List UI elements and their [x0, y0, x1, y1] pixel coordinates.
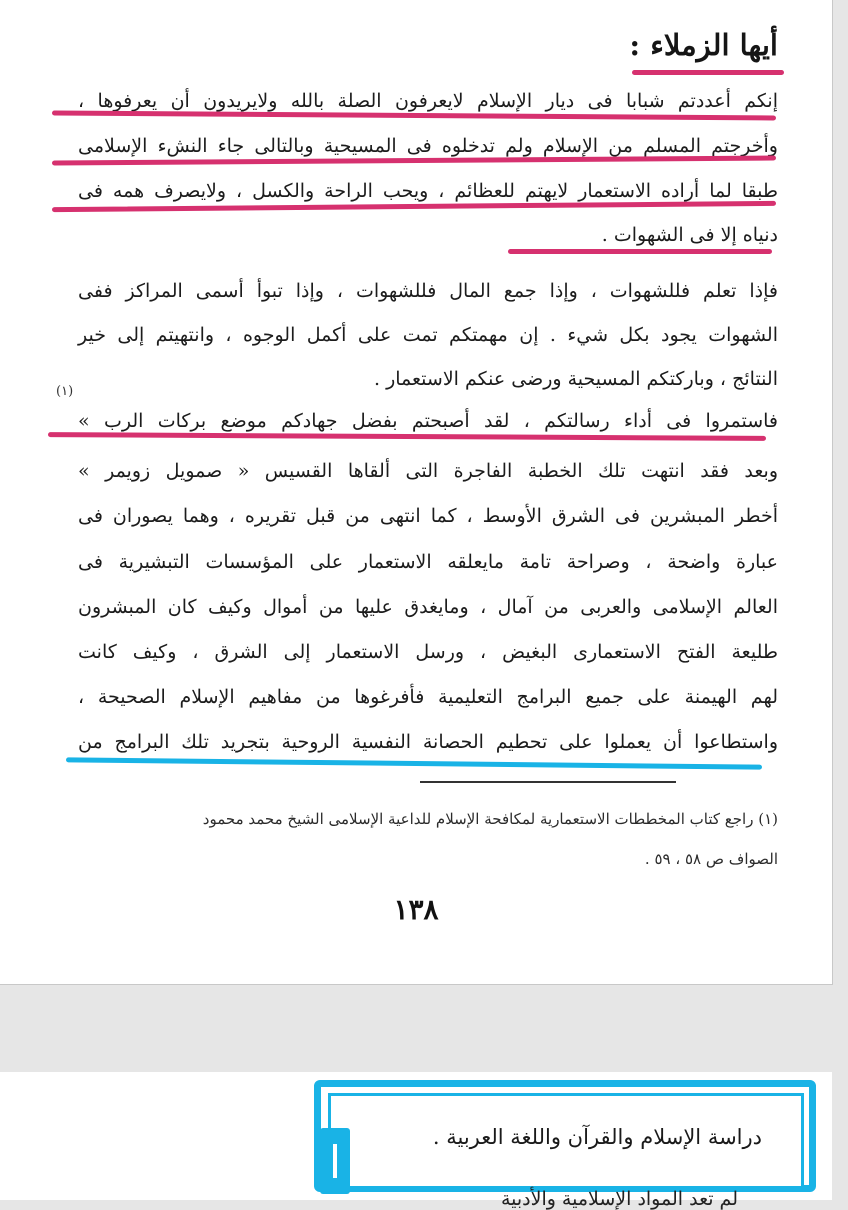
paragraph3-line-6: لهم الهيمنة على جميع البرامج التعليمية فأفرغوها من مفاهيم الإسلام الصحيحة ،: [78, 686, 778, 708]
footnote-line-2: الصواف ص ٥٨ ، ٥٩ .: [644, 850, 778, 868]
footnote-line-1: (١) راجع كتاب المخططات الاستعمارية لمكافحة الإسلام للداعية الإسلامى الشيخ محمد محمود: [202, 810, 778, 828]
paragraph2-line-3: النتائج ، وباركتكم المسيحية ورضى عنكم الاستعمار .: [373, 368, 778, 390]
paragraph3-line-1: وبعد فقد انتهت تلك الخطبة الفاجرة التى ألقاها القسيس « صمويل زويمر »: [78, 460, 778, 482]
highlight-box-handle: [320, 1128, 350, 1194]
boxed-text: دراسة الإسلام والقرآن واللغة العربية .: [432, 1125, 762, 1149]
page-number: ١٣٨: [393, 893, 439, 926]
footnote-marker: (١): [56, 384, 74, 399]
paragraph2-line-4: فاستمروا فى أداء رسالتكم ، لقد أصبحتم بفضل جهادكم موضع بركات الرب »: [78, 410, 778, 432]
paragraph3-line-7: واستطاعوا أن يعملوا على تحطيم الحصانة النفسية الروحية بتجريد تلك البرامج من: [78, 731, 778, 753]
paragraph3-line-2: أخطر المبشرين فى الشرق الأوسط ، كما انتهى من قبل تقريره ، وهما يصوران فى: [78, 505, 778, 527]
paragraph1-line-3: طبقا لما أراده الاستعمار لايهتم للعظائم ، ويحب الراحة والكسل ، ولايصرف همه فى: [78, 180, 778, 202]
paragraph3-line-3: عبارة واضحة ، وصراحة تامة مايعلقه الاستعمار على المؤسسات التبشيرية فى: [78, 551, 778, 573]
paragraph3-line-5: طليعة الفتح الاستعمارى البغيض ، ورسل الاستعمار إلى الشرق ، وكيف كانت: [78, 641, 778, 663]
paragraph1-line-1: إنكم أعددتم شبابا فى ديار الإسلام لايعرفون الصلة بالله ولايريدون أن يعرفوها ،: [78, 90, 778, 112]
paragraph2-line-1: فإذا تعلم فللشهوات ، وإذا جمع المال فللشهوات ، وإذا تبوأ أسمى المراكز ففى: [78, 280, 778, 302]
paragraph3-line-4: العالم الإسلامى والعربى من آمال ، ومايغدق عليها من أموال وكيف كان المبشرون: [78, 596, 778, 618]
underline-p1-4: [508, 249, 772, 254]
clipped-line: لم تعد المواد الإسلامية والأدبية: [500, 1188, 738, 1210]
page-heading: أيها الزملاء :: [629, 28, 778, 62]
paragraph1-line-4: دنياه إلا فى الشهوات .: [601, 224, 778, 246]
footnote-separator: [420, 781, 676, 783]
paragraph1-line-2: وأخرجتم المسلم من الإسلام ولم تدخلوه فى المسيحية وبالتالى جاء النشء الإسلامى: [78, 135, 778, 157]
heading-underline: [632, 70, 784, 75]
paragraph2-line-2: الشهوات يجود بكل شيء . إن مهمتكم تمت على أكمل الوجوه ، وانتهيتم إلى خير: [78, 324, 778, 346]
